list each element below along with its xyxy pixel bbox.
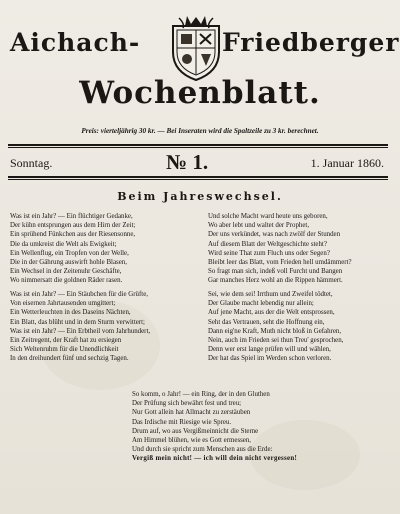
verse-line: Der kühn entsprungen aus dem Hirn der Zeit; — [10, 222, 136, 230]
verse-line: Wo nimmersatt die goldnen Räder rasen. — [10, 277, 123, 285]
verse-line: Vergiß mein nicht! — ich will dein nicht vergessen! — [132, 455, 298, 463]
verse-line: Ein Wetterleuchten in des Daseins Nächten, — [10, 309, 131, 317]
verse-line: Sei, wie dem sei! Irrthum und Zweifel tödtet, — [208, 291, 333, 298]
verse-line: Die da umkreist die Welt als Ewigkeit; — [10, 240, 117, 248]
verse-line: Nein, auch im Frieden sei thun Treu' gesprochen, — [208, 336, 344, 344]
issue-number: № 1. — [166, 150, 209, 174]
verse-line: Bleibt leer das Blatt, vom Frieden hell umdämmert? — [208, 258, 352, 266]
verse-line: So fragt man sich, indeß voll Furcht und Bangen — [208, 268, 343, 276]
stanza-2-right — [208, 290, 343, 364]
verse-line: Sich Weltenruhm für die Unendlichkeit — [10, 346, 119, 354]
price-line: Preis: vierteljährig 30 kr. — Bei Inseraten wird die Spaltzeile zu 3 kr. berechnet. — [81, 127, 319, 135]
verse-line: Ein Blatt, das blüht und in dem Sturm verwittert; — [10, 318, 145, 326]
verse-line: So komm, o Jahr! — ein Ring, der in den Gluthen — [132, 391, 270, 398]
verse-line: Ein Wechsel in der Zeitenuhr Geschäfte, — [10, 268, 122, 276]
verse-line: Und durch sie spricht zum Menschen aus die Erde: — [132, 446, 273, 454]
coat-of-arms-icon — [165, 14, 227, 84]
verse-line: Seht das Vertrauen, seht die Hoffnung ein, — [208, 318, 325, 326]
verse-line: Wo aber lebt und waltet der Prophet, — [208, 222, 310, 230]
rule — [8, 147, 388, 148]
verse-line: Was ist ein Jahr? — Ein Erbtheil vom Jahrhundert, — [10, 327, 151, 335]
rule — [8, 179, 388, 180]
stanza-2-left — [10, 290, 150, 364]
verse-line: Auf jene Macht, aus der die Welt entsprossen, — [208, 309, 335, 317]
verse-line: Denn wer erst lange prüfen will und wählen, — [208, 346, 331, 354]
verse-line: Gar manches Herz wohl an die Rippen hämmert. — [208, 277, 343, 285]
masthead-subtitle: Wochenblatt. — [79, 75, 321, 111]
verse-line: Am Himmel blühen, wie es Gott ermessen, — [132, 436, 252, 444]
verse-line: Das Irdische mit Riesige wie Spreu. — [132, 418, 232, 426]
verse-line: Was ist ein Jahr? — Ein Stäubchen für die Grüfte, — [10, 291, 148, 298]
verse-line: Der hat das Spiel im Werden schon verloren. — [208, 355, 332, 363]
verse-line: Auf diesem Blatt der Weltgeschichte steht? — [208, 240, 327, 248]
verse-line: Von eisernen Jahrtausenden umgittert; — [10, 300, 116, 308]
issue-day: Sonntag. — [10, 156, 53, 170]
verse-line: Der Glaube macht lebendig nur allein; — [208, 300, 314, 308]
verse-line: Nur Gott allein hat Allmacht zu zerstäuben — [132, 409, 251, 417]
verse-line: Und solche Macht ward heute uns geboren, — [208, 213, 328, 220]
issue-date: 1. Januar 1860. — [310, 156, 384, 170]
poem-title: Beim Jahreswechsel. — [117, 190, 283, 203]
stanza-1-left — [10, 212, 135, 286]
stanza-1-right — [208, 212, 352, 286]
stanza-3 — [132, 390, 297, 464]
verse-line: Ein sprühend Fünkchen aus der Riesensonne, — [10, 231, 136, 239]
title-left: Aichach- — [10, 28, 141, 57]
verse-line: Drum auf, wo aus Vergißmeinnicht die Sterne — [132, 427, 259, 435]
verse-line: Was ist ein Jahr? — Ein flüchtiger Gedanke, — [10, 213, 133, 220]
verse-line: Ein Zeitregent, der Kraft hat zu ersiegen — [10, 336, 122, 344]
verse-line: Der uns verkündet, was nach zwölf der Stunden — [208, 231, 341, 239]
verse-line: Die in der Gährung auswirft hohle Blasen, — [10, 258, 127, 266]
verse-line: Ein Wellenflug, ein Tropfen von der Welle, — [10, 249, 129, 257]
verse-line: Der Prüfung sich bewährt fest und treu; — [132, 400, 242, 408]
verse-line: In den dreihundert fünf und sechzig Tagen. — [10, 355, 129, 363]
title-right: Friedberger — [222, 28, 400, 57]
issue-bar — [8, 150, 388, 176]
verse-line: Dann eig'ne Kraft, Muth nicht bloß in Gefahren, — [208, 327, 342, 335]
rule — [8, 144, 388, 146]
verse-line: Wird seine That zum Fluch uns oder Segen? — [208, 249, 330, 257]
masthead — [0, 0, 400, 120]
rule — [8, 176, 388, 178]
